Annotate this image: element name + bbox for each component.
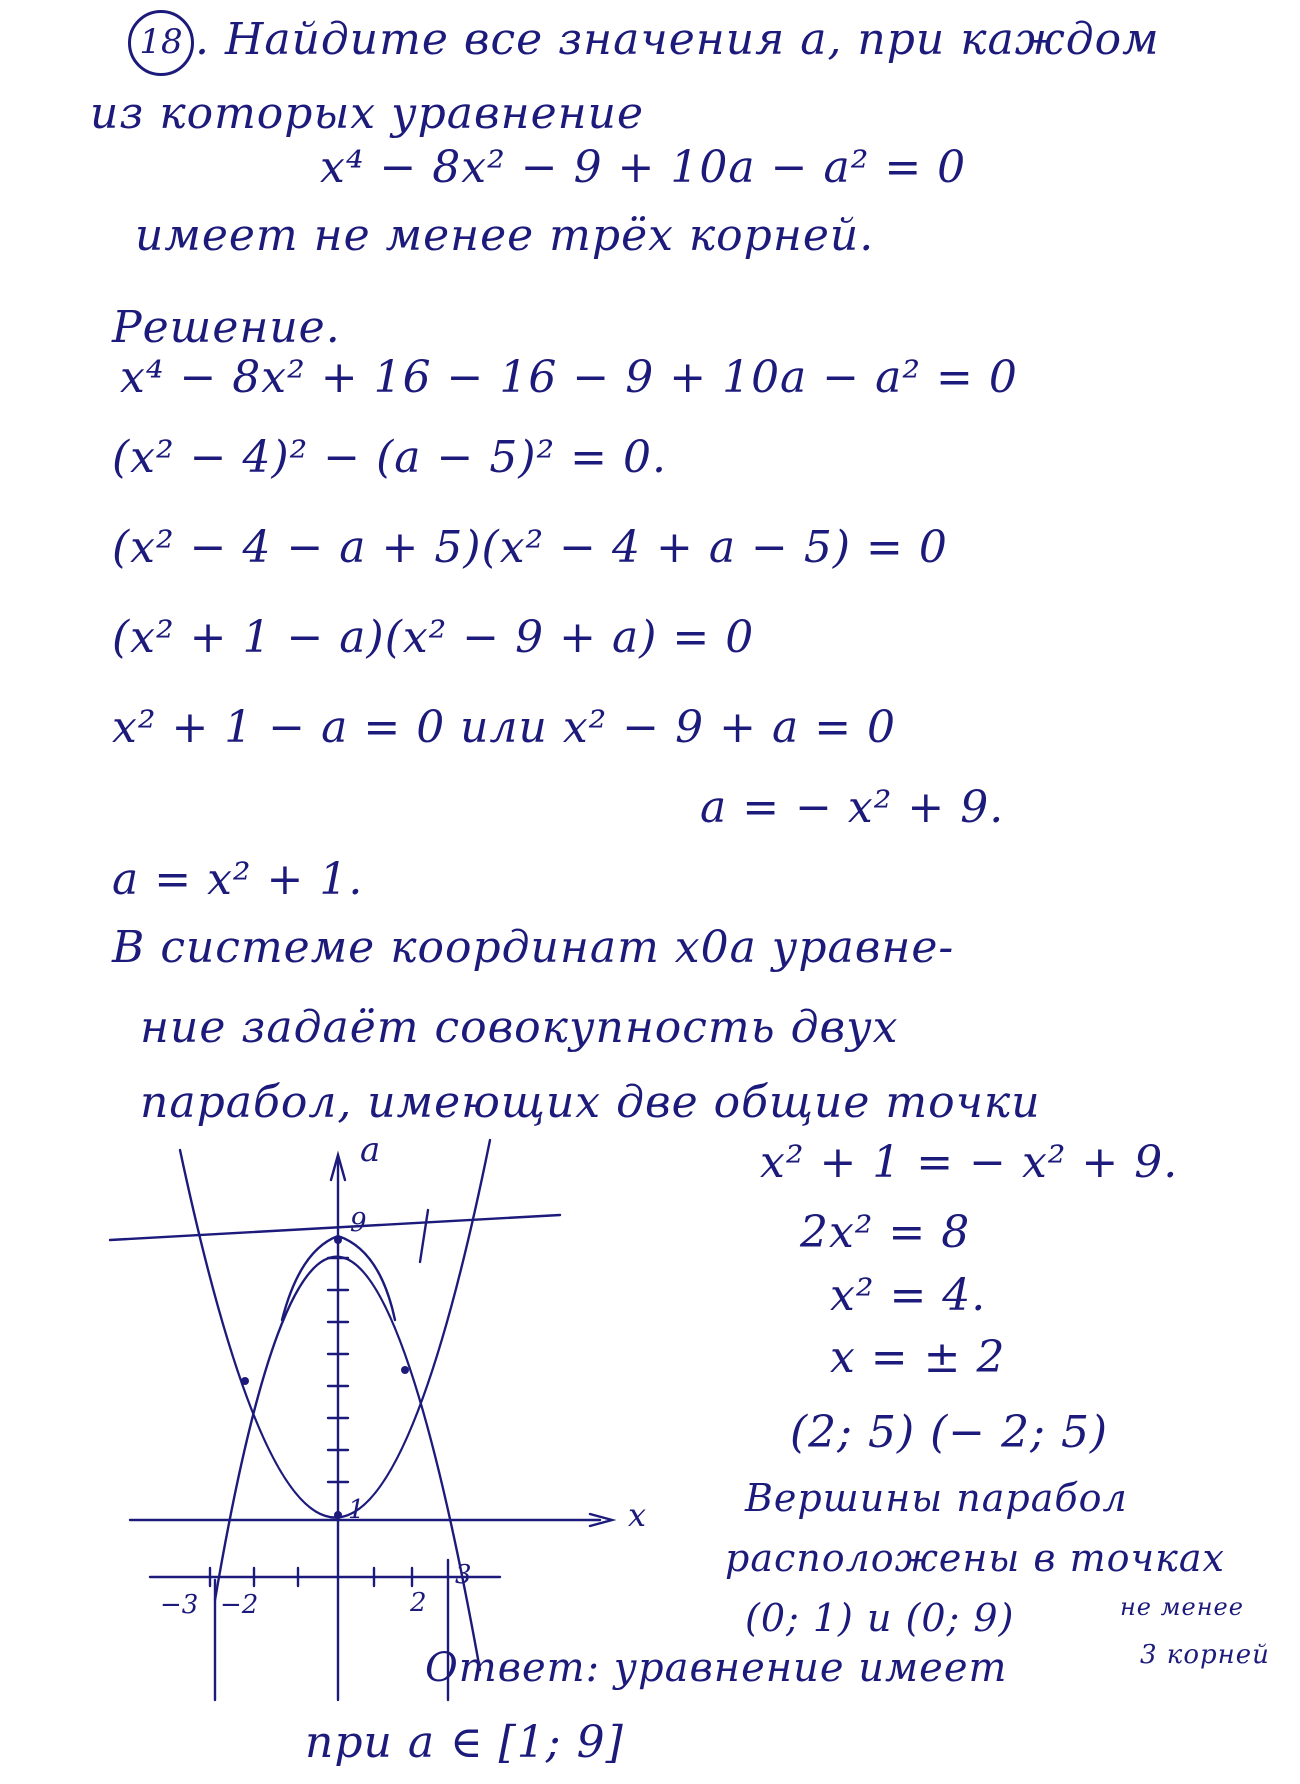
x-tick-3: 3 bbox=[455, 1560, 472, 1590]
solution-step-1: x⁴ − 8x² + 16 − 16 − 9 + 10a − a² = 0 bbox=[120, 352, 1018, 403]
vertex-note-1: Вершины парабол bbox=[745, 1476, 1128, 1520]
solution-text-2: ние задаёт совокупность двух bbox=[140, 1002, 899, 1053]
solution-heading: Решение. bbox=[112, 302, 341, 353]
x-tick-minus3: −3 bbox=[160, 1590, 199, 1620]
intersection-line-2: 2x² = 8 bbox=[800, 1207, 971, 1258]
problem-line-4: имеет не менее трёх корней. bbox=[135, 210, 875, 261]
vertex-note-2: расположены в точках bbox=[725, 1536, 1225, 1580]
x-tick-minus2: −2 bbox=[220, 1590, 259, 1620]
intersection-point-left bbox=[241, 1377, 249, 1385]
answer-line-2: при a ∈ [1; 9] bbox=[305, 1717, 624, 1768]
problem-line-2: из которых уравнение bbox=[90, 88, 645, 139]
intersection-line-1: x² + 1 = − x² + 9. bbox=[760, 1137, 1179, 1188]
intersection-point-right bbox=[401, 1366, 409, 1374]
x-tick-2: 2 bbox=[410, 1588, 427, 1618]
axis-a-label: a bbox=[360, 1130, 381, 1170]
problem-line-1: . Найдите все значения a, при каждом bbox=[195, 14, 1160, 65]
tick-9-label: 9 bbox=[350, 1208, 367, 1238]
tick-1-label: 1 bbox=[348, 1495, 365, 1525]
answer-line-1: Ответ: уравнение имеет bbox=[425, 1645, 1008, 1691]
solution-step-7: a = x² + 1. bbox=[112, 854, 364, 905]
vertex-note-small-1: не менее bbox=[1120, 1593, 1244, 1621]
solution-text-3: парабол, имеющих две общие точки bbox=[140, 1077, 1041, 1128]
problem-number: 18 bbox=[128, 10, 194, 76]
solution-step-2: (x² − 4)² − (a − 5)² = 0. bbox=[112, 432, 667, 483]
vertex-note-3: (0; 1) и (0; 9) bbox=[745, 1596, 1015, 1640]
axis-x-label: x bbox=[628, 1496, 647, 1534]
problem-equation: x⁴ − 8x² − 9 + 10a − a² = 0 bbox=[320, 142, 967, 193]
intersection-line-3: x² = 4. bbox=[830, 1270, 987, 1321]
vertex-note-small-2: 3 корней bbox=[1140, 1640, 1270, 1670]
vertex-top bbox=[334, 1236, 342, 1244]
solution-text-1: В системе координат x0a уравне- bbox=[112, 922, 955, 973]
solution-step-6: a = − x² + 9. bbox=[700, 782, 1005, 833]
solution-step-5: x² + 1 − a = 0 или x² − 9 + a = 0 bbox=[112, 702, 897, 753]
parabola-up bbox=[180, 1140, 490, 1518]
intersection-line-4: x = ± 2 bbox=[830, 1332, 1006, 1383]
solution-step-3: (x² − 4 − a + 5)(x² − 4 + a − 5) = 0 bbox=[112, 522, 948, 573]
intersection-points: (2; 5) (− 2; 5) bbox=[790, 1407, 1109, 1458]
solution-step-4: (x² + 1 − a)(x² − 9 + a) = 0 bbox=[112, 612, 755, 663]
vertex-bottom bbox=[334, 1511, 342, 1519]
